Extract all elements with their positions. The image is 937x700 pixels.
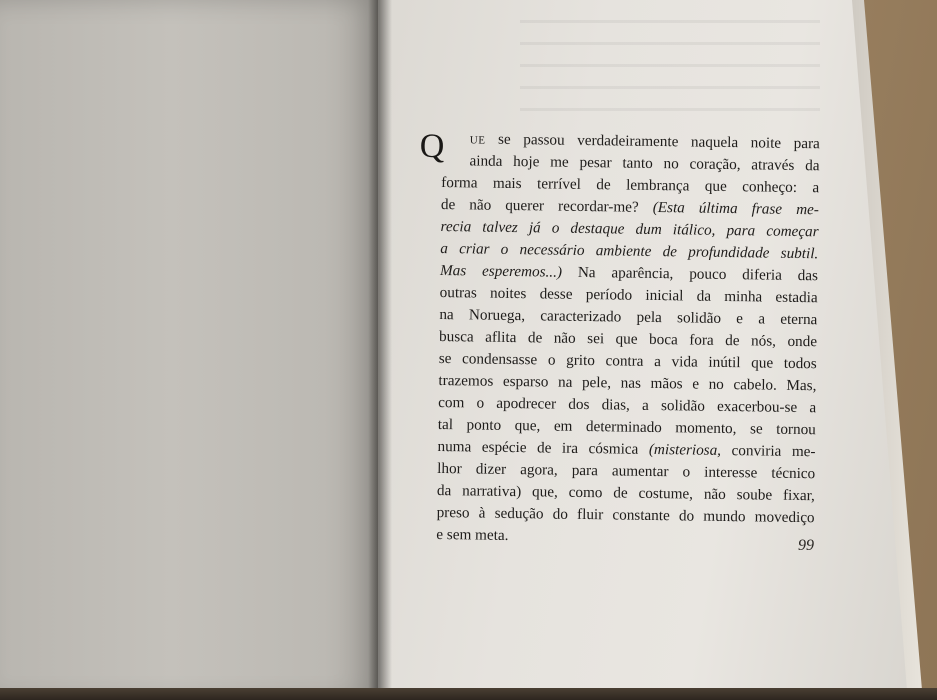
body-text: [419, 127, 820, 551]
text-line: na Noruega, caracterizado pela solidão e a eterna: [439, 305, 818, 329]
text-line: trazemos esparso na pele, nas mãos e no cabelo. Mas,: [438, 371, 817, 395]
text-line: tal ponto que, em determinado momento, se tornou: [437, 415, 816, 439]
text-line: busca aflita de não sei que boca fora de nós, onde: [438, 327, 818, 351]
drop-cap: Q: [419, 127, 445, 166]
text-line: Mas esperemos...) Na aparência, pouco diferia das: [439, 261, 819, 285]
small-caps-word: UE: [469, 134, 486, 147]
text-line: se condensasse o grito contra a vida inútil que todos: [438, 349, 817, 373]
italic-text: (misteriosa,: [648, 440, 722, 459]
page-number: 99: [798, 537, 814, 554]
left-page: [0, 0, 382, 700]
italic-text: Mas esperemos...): [439, 261, 563, 281]
show-through-text: [520, 20, 820, 120]
italic-line: a criar o necessário ambiente de profundidade subtil.: [440, 239, 819, 263]
text-line: e sem meta.: [436, 525, 509, 544]
text-line: preso à sedução do fluir constante do mundo movediço: [436, 503, 815, 527]
text-line: ainda hoje me pesar tanto no coração, através da: [469, 152, 820, 175]
text-line: da narrativa) que, como de costume, não soube fixar,: [436, 481, 816, 505]
book-bottom-edge: [0, 688, 937, 700]
text-line: lhor dizer agora, para aumentar o interesse técnico: [437, 459, 816, 483]
text-line: UE se passou verdadeiramente naquela noite para: [469, 130, 820, 153]
book-gutter: [368, 0, 392, 700]
italic-text: (Esta última frase me-: [652, 198, 820, 219]
text-line: outras noites desse período inicial da minha estadia: [439, 283, 818, 307]
text-line: com o apodrecer dos dias, a solidão exacerbou-se a: [438, 393, 817, 417]
text-line: de não querer recordar-me? (Esta última frase me-: [440, 195, 820, 219]
italic-line: recia talvez já o destaque dum itálico, para começar: [440, 217, 819, 241]
text-line: forma mais terrível de lembrança que conheço: a: [441, 173, 820, 197]
text-line: numa espécie de ira cósmica (misteriosa, conviria me-: [437, 437, 816, 461]
